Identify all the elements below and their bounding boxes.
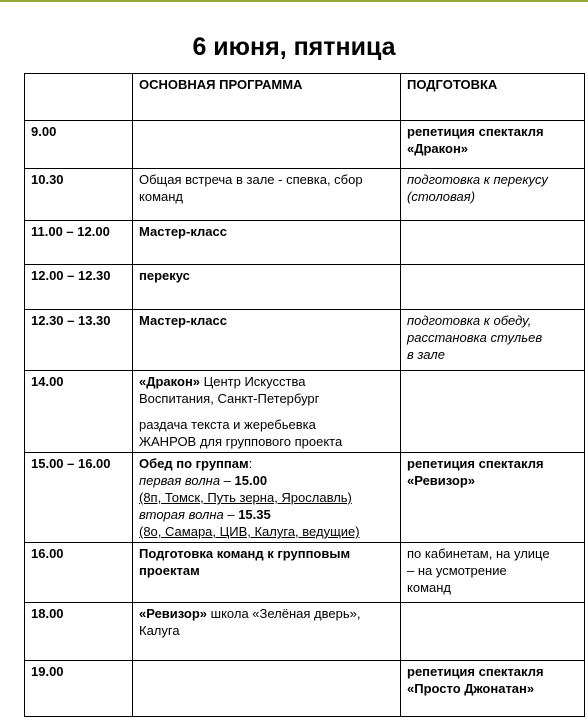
table-row: [25, 265, 585, 310]
row-time: 15.00 – 16.00: [25, 453, 133, 543]
row-main: «Дракон» Центр Искусства Воспитания, Санкт-Петербург раздача текста и жеребьевка ЖАНРОВ для группового проекта: [133, 371, 401, 453]
play-title-dragon: «Дракон»: [139, 374, 201, 389]
table-header-row: [25, 74, 585, 121]
table-row: [25, 543, 585, 603]
row-prep: репетиция спектакля «Просто Джонатан»: [401, 661, 585, 717]
table-row: [25, 169, 585, 221]
table-row: [25, 453, 585, 543]
row-time: 16.00: [25, 543, 133, 603]
row-main: «Ревизор» школа «Зелёная дверь», Калуга: [133, 603, 401, 661]
row-prep: подготовка к перекусу (столовая): [401, 169, 585, 221]
row-main: [133, 661, 401, 717]
row-main: Мастер-класс: [133, 310, 401, 371]
row-main: Мастер-класс: [133, 221, 401, 265]
row-time: 12.00 – 12.30: [25, 265, 133, 310]
table-row: [25, 371, 585, 453]
row-main: [133, 121, 401, 169]
table-row: [25, 121, 585, 169]
page-title: 6 июня, пятница: [192, 33, 396, 61]
row-prep: подготовка к обеду, расстановка стульев в зале: [401, 310, 585, 371]
row-time: 9.00: [25, 121, 133, 169]
schedule-table: [24, 73, 585, 717]
row-time: 12.30 – 13.30: [25, 310, 133, 371]
row-time: 14.00: [25, 371, 133, 453]
row-prep: [401, 265, 585, 310]
header-time: [25, 74, 133, 121]
row-time: 19.00: [25, 661, 133, 717]
row-time: 10.30: [25, 169, 133, 221]
header-main-program: ОСНОВНАЯ ПРОГРАММА: [133, 74, 401, 121]
table-row: [25, 661, 585, 717]
row-prep: [401, 371, 585, 453]
row-prep: репетиция спектакля «Ревизор»: [401, 453, 585, 543]
table-row: [25, 221, 585, 265]
row-main: Подготовка команд к групповым проектам: [133, 543, 401, 603]
row-main: Общая встреча в зале - спевка, сбор команд: [133, 169, 401, 221]
row-prep: по кабинетам, на улице – на усмотрение команд: [401, 543, 585, 603]
table-row: [25, 603, 585, 661]
row-time: 18.00: [25, 603, 133, 661]
play-title-revizor: «Ревизор»: [139, 606, 208, 621]
row-time: 11.00 – 12.00: [25, 221, 133, 265]
header-preparation: ПОДГОТОВКА: [401, 74, 585, 121]
row-prep: [401, 221, 585, 265]
table-row: [25, 310, 585, 371]
row-prep: репетиция спектакля «Дракон»: [401, 121, 585, 169]
row-prep: [401, 603, 585, 661]
top-accent-line: [0, 0, 588, 2]
row-main: перекус: [133, 265, 401, 310]
row-main: Обед по группам: первая волна – 15.00 (8п, Томск, Путь зерна, Ярославль) вторая волна – 15.35 (8о, Самара, ЦИВ, Калуга, ведущие): [133, 453, 401, 543]
